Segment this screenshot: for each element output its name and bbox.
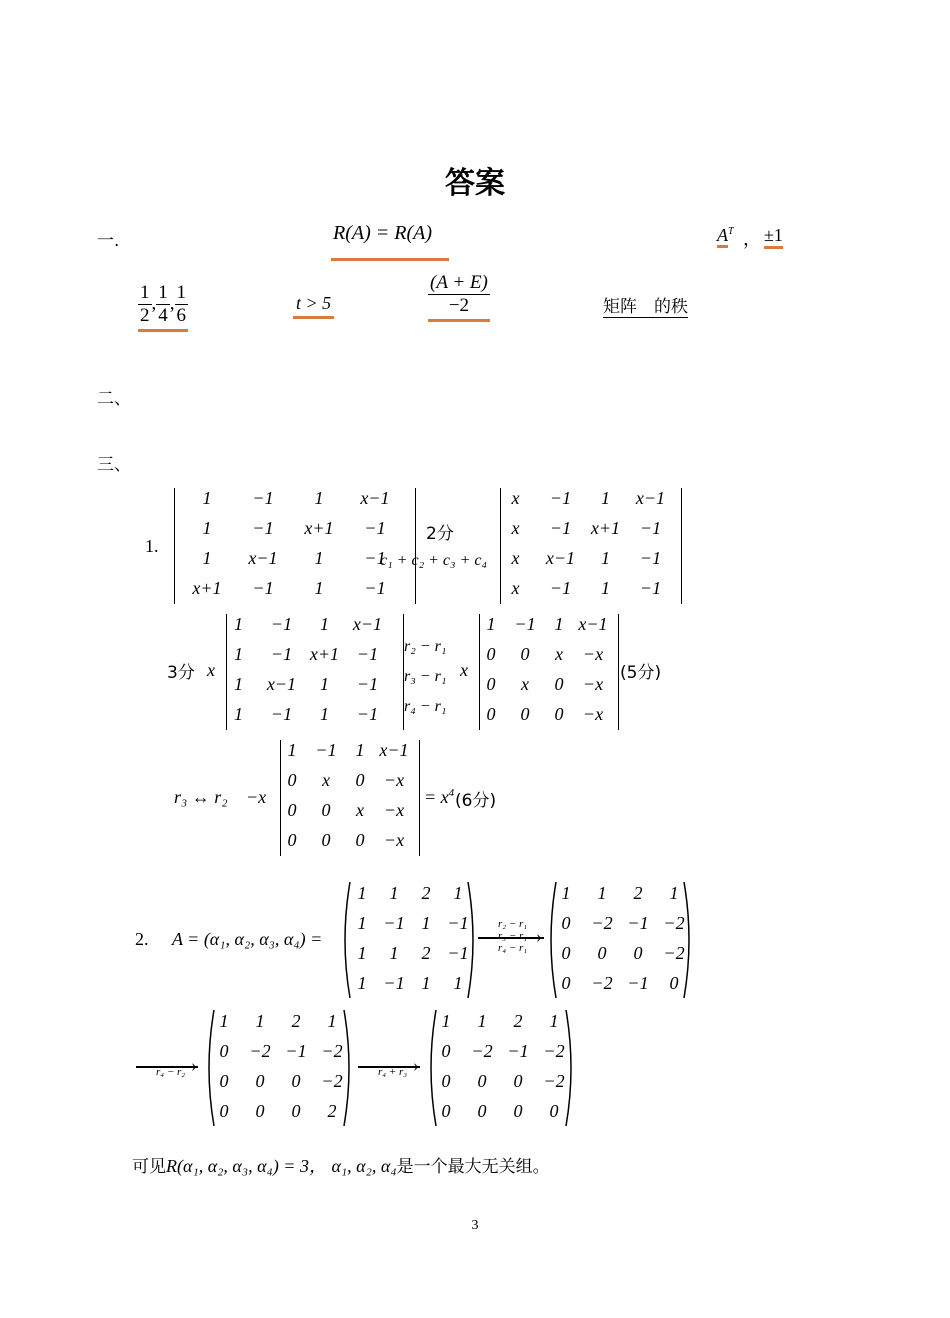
frac-3-den: 6: [176, 305, 186, 326]
matrix-cell: 2: [421, 943, 431, 963]
matrix-cell: x: [511, 488, 520, 508]
matrix-cell: 1: [389, 943, 399, 963]
answer-6: [428, 272, 490, 322]
matrix-cell: 0: [561, 943, 571, 963]
matrix-cell: x: [511, 548, 520, 568]
matrix-cell: −2: [249, 1041, 271, 1061]
matrix-cell: 1: [357, 913, 367, 933]
matrix-cell: −x: [582, 704, 604, 724]
step-2-score: 3分: [167, 663, 195, 683]
arrow-1-op-3: r₄ − r₁: [498, 942, 528, 954]
matrix-cell: 0: [287, 770, 297, 790]
matrix-cell: −x: [383, 770, 405, 790]
matrix-cell: −1: [364, 518, 386, 538]
result-text: = x: [424, 787, 449, 807]
matrix-cell: −1: [364, 548, 386, 568]
matrix-cell: 1: [601, 488, 610, 508]
matrix-cell: 1: [601, 548, 610, 568]
matrix-cell: 1: [561, 883, 571, 903]
matrix-cell: −1: [270, 704, 293, 724]
matrix-cell: x−1: [248, 548, 278, 568]
answer-4: $\frac{1}{2}$ , $\frac{1}{4}$ , $\frac{1}{6}$: [138, 282, 188, 332]
frac-1-num: 1: [140, 282, 150, 303]
matrix-cell: 0: [486, 704, 496, 724]
matrix-cell: −1: [364, 578, 386, 598]
answer-2-sup: T: [728, 226, 734, 237]
section-1-label: 一.: [97, 231, 120, 251]
arrow-3-op: r₄ + r₃: [378, 1066, 408, 1078]
matrix-cell: 0: [321, 800, 331, 820]
matrix-cell: 1: [357, 943, 367, 963]
matrix-cell: −1: [627, 913, 649, 933]
matrix-cell: 0: [520, 704, 530, 724]
matrix-cell: 1: [314, 488, 324, 508]
matrix-cell: 0: [477, 1101, 487, 1121]
matrix-cell: 1: [669, 883, 679, 903]
page-title: 答案: [445, 166, 505, 201]
matrix-cell: 0: [219, 1071, 229, 1091]
matrix-cell: 1: [320, 704, 329, 724]
matrix-cell: x−1: [635, 488, 666, 508]
answer-1-underline: [331, 258, 449, 261]
matrix-cell: −2: [591, 973, 613, 993]
matrix-cell: −x: [582, 674, 604, 694]
answer-7: 矩阵 的秩: [603, 292, 688, 318]
frac-2-den: 4: [158, 305, 168, 326]
matrix-cell: 1: [357, 973, 367, 993]
matrix-cell: −2: [663, 913, 685, 933]
answer-2-text: A: [717, 225, 728, 248]
matrix-cell: 1: [477, 1011, 487, 1031]
matrix-cell: −1: [315, 740, 337, 760]
matrix-cell: −1: [549, 578, 572, 598]
matrix-cell: 0: [513, 1101, 523, 1121]
matrix-cell: x: [511, 518, 520, 538]
matrix-cell: x: [322, 770, 330, 790]
matrix-cell: 2: [327, 1101, 337, 1121]
matrix-cell: −x: [383, 800, 405, 820]
matrix-cell: 0: [355, 830, 365, 850]
matrix-cell: −2: [471, 1041, 493, 1061]
matrix-cell: −1: [639, 578, 662, 598]
matrix-cell: −1: [627, 973, 649, 993]
arrow-3-head: ›: [413, 1055, 419, 1075]
matrix-cell: 0: [561, 913, 571, 933]
matrix-cell: 0: [513, 1071, 523, 1091]
page-number: 3: [471, 1218, 479, 1233]
matrix-cell: −1: [447, 913, 469, 933]
matrix-cell: 1: [314, 578, 324, 598]
matrix-cell: 0: [549, 1101, 559, 1121]
matrix-cell: x: [521, 674, 529, 694]
section-2-label: 二、: [97, 389, 131, 409]
det-5: [280, 740, 420, 856]
matrix-cell: 1: [421, 973, 431, 993]
matrix-cell: 1: [549, 1011, 559, 1031]
matrix-cell: −2: [663, 943, 685, 963]
matrix-cell: 0: [321, 830, 331, 850]
matrix-cell: x: [511, 578, 520, 598]
matrix-cell: 1: [314, 548, 324, 568]
matrix-cell: 1: [234, 674, 243, 694]
matrix-cell: x+1: [192, 578, 222, 598]
matrix-cell: x: [356, 800, 364, 820]
matrix-cell: 1: [219, 1011, 229, 1031]
matrix-cell: 0: [597, 943, 607, 963]
matrix-cell: 1: [597, 883, 607, 903]
matrix-cell: 0: [486, 644, 496, 664]
matrix-cell: −1: [383, 973, 405, 993]
matrix-cell: 1: [421, 913, 431, 933]
matrix-cell: 0: [355, 770, 365, 790]
matrix-cell: 1: [255, 1011, 265, 1031]
factor-x: x: [207, 660, 215, 680]
arrow-1-head: ›: [536, 926, 542, 946]
result: [424, 787, 454, 808]
matrix-cell: −1: [447, 943, 469, 963]
matrix-cell: −1: [270, 614, 293, 634]
arrow-1-op-1: r₂ − r₁: [498, 918, 528, 930]
matrix-cell: −1: [356, 644, 379, 664]
op-r2-r1: r₂ − r₁: [404, 638, 447, 655]
matrix-cell: 0: [255, 1071, 265, 1091]
matrix-cell: −1: [356, 674, 379, 694]
matrix-cell: 1: [234, 614, 243, 634]
matrix-cell: −2: [321, 1041, 343, 1061]
answer-2: [717, 225, 734, 246]
matrix-cell: −1: [252, 488, 274, 508]
matrix-cell: −1: [252, 518, 274, 538]
matrix-cell: 1: [202, 488, 212, 508]
matrix-cell: 0: [441, 1041, 451, 1061]
problem-1-number: 1.: [145, 536, 159, 556]
det-2: [500, 488, 682, 604]
matrix-cell: 1: [234, 704, 243, 724]
matrix-cell: −1: [507, 1041, 529, 1061]
arrow-1-ops: [498, 918, 527, 954]
matrix-cell: −2: [543, 1041, 565, 1061]
matrix-cell: 0: [291, 1101, 301, 1121]
answer-3: ±1: [764, 225, 783, 249]
frac-3-num: 1: [176, 282, 186, 303]
frac-2-num: 1: [158, 282, 168, 303]
matrix-cell: 0: [287, 830, 297, 850]
det-1: [174, 488, 416, 604]
matrix-cell: 0: [554, 674, 564, 694]
matrix-cell: x: [555, 644, 563, 664]
matrix-cell: x+1: [309, 644, 340, 664]
matrix-cell: 1: [486, 614, 496, 634]
answer-6-num: (A + E): [430, 272, 488, 293]
matrix-cell: x−1: [360, 488, 390, 508]
matrix-cell: 1: [453, 883, 463, 903]
result-score: (6分): [455, 791, 497, 811]
matrix-cell: −1: [549, 488, 572, 508]
matrix-cell: −2: [543, 1071, 565, 1091]
matrix-cell: 0: [219, 1101, 229, 1121]
answer-5: t > 5: [293, 293, 334, 319]
matrix-cell: −2: [321, 1071, 343, 1091]
matrix-cell: −1: [285, 1041, 307, 1061]
matrix-2: [546, 880, 696, 1000]
matrix-cell: 0: [219, 1041, 229, 1061]
result-sup: 4: [448, 787, 455, 799]
matrix-cell: 0: [633, 943, 643, 963]
matrix-cell: 1: [327, 1011, 337, 1031]
matrix-cell: 0: [287, 800, 297, 820]
matrix-cell: −1: [639, 548, 662, 568]
matrix-cell: 0: [291, 1071, 301, 1091]
matrix-cell: −1: [356, 704, 379, 724]
matrix-4: [426, 1008, 578, 1128]
conclusion: [132, 1152, 550, 1178]
matrix-cell: 1: [357, 883, 367, 903]
answer-6-den: −2: [428, 294, 490, 317]
matrix-cell: −1: [514, 614, 536, 634]
arrow-1-op-2: r₃ − r₁: [498, 930, 528, 942]
matrix-cell: 1: [601, 578, 610, 598]
matrix-cell: 1: [202, 548, 212, 568]
matrix-cell: x−1: [352, 614, 383, 634]
matrix-1: [340, 880, 480, 1000]
matrix-cell: 0: [477, 1071, 487, 1091]
matrix-cell: −1: [383, 913, 405, 933]
matrix-cell: −x: [383, 830, 405, 850]
matrix-cell: x−1: [545, 548, 576, 568]
matrix-cell: 2: [291, 1011, 301, 1031]
matrix-cell: 1: [441, 1011, 451, 1031]
matrix-cell: 1: [202, 518, 212, 538]
conclusion-rank: R(α₁, α₂, α₃, α₄) = 3，: [166, 1156, 327, 1176]
matrix-cell: x+1: [590, 518, 621, 538]
matrix-cell: −1: [639, 518, 662, 538]
matrix-cell: 1: [287, 740, 297, 760]
step-1-score: 2分: [426, 524, 454, 544]
arrow-2-op: r₄ − r₂: [156, 1066, 186, 1078]
ops-2: [404, 632, 446, 722]
op-r4-r1: r₄ − r₁: [404, 698, 447, 715]
matrix-cell: 1: [320, 614, 329, 634]
matrix-cell: −1: [270, 644, 293, 664]
conclusion-set: α₁, α₂, α₄: [331, 1156, 397, 1176]
matrix-cell: 0: [520, 644, 530, 664]
matrix-cell: 1: [355, 740, 365, 760]
answer-comma: ，: [743, 229, 761, 249]
det-3: [226, 614, 404, 730]
matrix-3: [204, 1008, 356, 1128]
matrix-cell: −1: [252, 578, 274, 598]
matrix-cell: 2: [513, 1011, 523, 1031]
matrix-cell: 1: [234, 644, 243, 664]
conclusion-post: 是一个最大无关组。: [396, 1157, 550, 1177]
frac-1-den: 2: [140, 305, 150, 326]
factor-x-2: x: [460, 660, 468, 680]
matrix-cell: x−1: [578, 614, 608, 634]
matrix-cell: −1: [549, 518, 572, 538]
matrix-cell: 0: [255, 1101, 265, 1121]
matrix-cell: 1: [320, 674, 329, 694]
arrow-2-head: ›: [191, 1055, 197, 1075]
swap-op: r₃ ↔ r₂: [174, 787, 228, 807]
problem-2-lhs: A = (α₁, α₂, α₃, α₄) =: [172, 929, 323, 949]
step-3-score: (5分): [620, 663, 662, 683]
matrix-cell: 1: [554, 614, 564, 634]
matrix-cell: 0: [441, 1101, 451, 1121]
det-4: [479, 614, 619, 730]
matrix-cell: 0: [441, 1071, 451, 1091]
matrix-cell: 0: [554, 704, 564, 724]
matrix-cell: 2: [633, 883, 643, 903]
matrix-cell: x−1: [266, 674, 297, 694]
matrix-cell: 1: [453, 973, 463, 993]
conclusion-pre: 可见: [132, 1157, 166, 1177]
matrix-cell: −x: [582, 644, 604, 664]
answer-1-text: R(A) = R(A): [333, 222, 433, 244]
matrix-cell: x+1: [304, 518, 334, 538]
matrix-cell: 0: [669, 973, 679, 993]
matrix-cell: 2: [421, 883, 431, 903]
matrix-cell: x−1: [379, 740, 409, 760]
factor-neg-x: −x: [246, 787, 267, 807]
matrix-cell: 0: [561, 973, 571, 993]
op-r3-r1: r₃ − r₁: [404, 668, 447, 685]
matrix-cell: 0: [486, 674, 496, 694]
matrix-cell: −2: [591, 913, 613, 933]
problem-2-number: 2.: [135, 929, 149, 949]
section-3-label: 三、: [97, 455, 131, 475]
step-1-op: c₁ + c₂ + c₃ + c₄: [380, 552, 488, 569]
matrix-cell: 1: [389, 883, 399, 903]
answer-1: [333, 222, 449, 258]
